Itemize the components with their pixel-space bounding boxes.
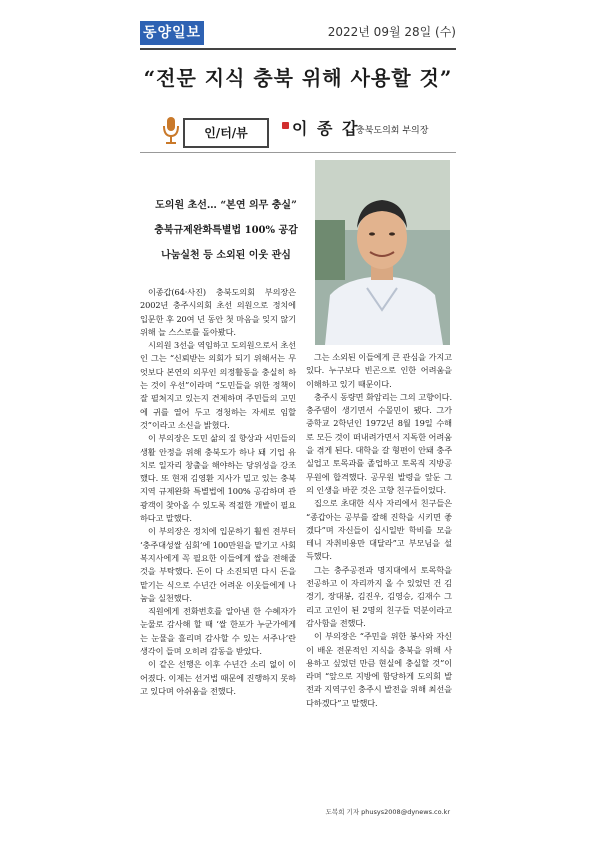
section-rule [140,152,456,153]
body-paragraph: 시의원 3선을 역임하고 도의원으로서 초선인 그는 “신뢰받는 의회가 되기 위해서는 무엇보다 본연의 의무인 의정활동을 충실히 하는 것이 우선”이라며 “도민들을 위한 정책이 잘 펼쳐지고 있는지 견제하며 주민들의 고민에 귀를 열어 두고 경청하는 자세로 임할 것”이라고 소신을 밝혔다. [140,340,296,430]
body-paragraph: 이 부의장은 “주민을 위한 봉사와 자신이 배운 전문적인 지식을 충북을 위해 사용하고 싶었던 만큼 현실에 충실할 것”이라며 “앞으로 지방에 함당하게 도의회 발전과 지역구인 충주시 발전을 위해 최선을 다하겠다”고 말했다. [306,631,452,708]
body-paragraph: 충주시 동량면 화암리는 그의 고향이다. 충주댐이 생기면서 수몰민이 됐다. 그가 중학교 2학년인 1972년 8월 19일 수해로 모든 것이 떠내려가면서 지독한 어려움을 겪게 된다. 대학을 갈 형편이 안돼 충주 실업고 토목과를 졸업하고 토목직 지방공무원에 합격했다. 공무원 발령을 앞둔 그의 인생을 바꾼 것은 고향 친구들이었다. [306,391,452,495]
right-column [306,351,452,710]
headline: “전문 지식 충북 위해 사용할 것” [143,66,453,90]
bullet-square [282,122,289,129]
body-paragraph: 그는 충주공전과 명지대에서 토목학을 전공하고 이 자리까지 올 수 있었던 건 김경기, 장대봉, 김진우, 김영승, 김재수 그리고 고인이 된 2명의 친구들 덕분이라고 감사함을 전했다. [306,564,452,628]
byline: 도복희 기자 phusys2008@dynews.co.kr [325,808,450,816]
subhead-3: 나눔실천 등 소외된 이웃 관심 [161,250,291,261]
left-column [140,286,296,698]
interview-label: 인/터/뷰 [183,118,269,148]
body-paragraph: 직원에게 전화번호를 알아낸 한 수혜자가 눈물로 감사해 할 때 ‘쌀 한포가 누군가에게는 눈물을 흘리며 감사할 수 있는 서주나’란 생각이 들며 오히려 감동을 받았다. [140,606,296,657]
interviewee-name: 이 종 갑 [292,119,360,138]
top-rule [140,48,456,50]
body-paragraph: 집으로 초대한 식사 자리에서 친구들은 “종갑아는 공부를 잘해 진학을 시키면 좋겠다”며 자신들이 십시일반 학비를 모을테니 자취비용만 대달라”고 부모님을 설득했다. [306,498,452,562]
portrait-photo [315,160,450,345]
microphone-icon [160,114,182,146]
interviewee-role: 충북도의회 부의장 [356,126,429,136]
subhead-2: 충북규제완화특별법 100% 공감 [154,225,298,236]
subhead-1: 도의원 초선… “본연 의무 충실” [155,200,297,211]
newspaper-logo: 동양일보 [140,21,204,45]
body-paragraph: 이종갑(64·사진) 충북도의회 부의장은 2002년 충주시의회 초선 의원으로 정치에 입문한 후 20여 년 동안 첫 마음을 잊지 않기 위해 늘 스스로를 돌아봤다. [140,287,296,337]
issue-date: 2022년 09월 28일 (수) [327,25,456,39]
body-paragraph: 이 같은 선행은 이후 수년간 소리 없이 이어졌다. 이제는 선거법 때문에 진행하지 못하고 있다며 아쉬움을 전했다. [140,659,296,696]
body-paragraph: 이 부의장은 도민 삶의 질 향상과 서민들의 생활 안정을 위해 충북도가 하나 돼 기업 유치로 일자리 창출을 해야하는 당위성을 강조했다. 또 현재 김영환 지사가 밀고 있는 충북지역 규제완화 특별법에 100% 공감하며 관광객이 찾아올 수 있도록 적절한 개발이 필요하다고 말했다. [140,433,296,524]
body-paragraph: 그는 소외된 이들에게 큰 관심을 가지고 있다. 누구보다 빈곤으로 인한 어려움을 이해하고 있기 때문이다. [306,352,452,389]
body-paragraph: 이 부의장은 정치에 입문하기 훨씬 전부터 ‘충주대성쌀 심회’에 100만원을 맡기고 사회복지사에게 꼭 필요한 이들에게 쌀을 전해줄 것을 부탁했다. 돈이 다 소진되면 다시 돈을 맡기는 식으로 수년간 어려운 이웃들에게 나눔을 실천했다. [140,526,296,603]
